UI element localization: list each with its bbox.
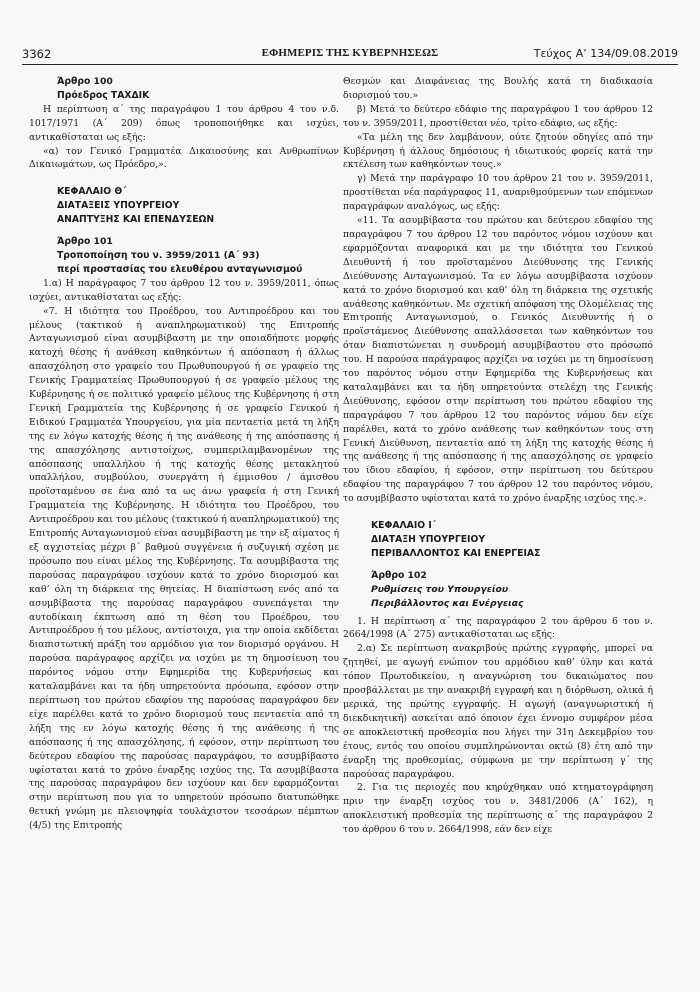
article-102-title-1: Ρυθμίσεις του Υπουργείου xyxy=(371,583,509,595)
article-101-paragraph-7: «7. Η ιδιότητα του Προέδρου, του Αντιπροέδρου και του μέλους (τακτικού ή αναπληρωματικού) της Επιτροπής Ανταγωνισμού είναι ασυμβίβαστη με την οποιαδήποτε μορφής κατοχή θέσης ή ανάθεση καθηκόντων ή απόσπαση ή άλλως απασχόληση στο γραφείο του Πρωθυπουργού ή σε γραφείο της Γενικής Γραμματείας Πρωθυπουργού ή σε γραφείο μέλους της Κυβέρνησης ή σε πολιτικό γραφείο μέλους της Κυβέρνησης ή στη Γενική Γραμματεία της Κυβέρνησης ή σε γραφείο Γενικού ή Ειδικού Γραμματέα Υπουργείου, για μία πενταετία μετά τη λήξη της εν λόγω κατοχής θέσης ή της ανάθεσης ή της απόσπασης ή της απασχόλησης αντιστοίχως, συμπεριλαμβανομένων της απόσπασης υπαλλήλου ή της κατοχής θέσης μετακλητού υπαλλήλου, συμβούλου, συνεργάτη ή έμμισθου / άμισθου προϊσταμένου σε ένα από τα ως άνω γραφεία ή στη Γενική Γραμματεία της Κυβέρνησης. Η ιδιότητα του Προέδρου, του Αντιπροέδρου και του μέλους (τακτικού ή αναπληρωματικού) της Επιτροπής Ανταγωνισμού είναι ασυμβίβαστη με την εξ αίματος ή εξ αγχιστείας μέχρι β΄ βαθμού συγγένεια ή συζυγική σχέση με πρόσωπο που είναι μέλος της Κυβέρνησης. Τα ασυμβίβαστα της παρούσας παραγράφου ισχύουν κατά το χρόνο διορισμού και καθ’ όλη τη διάρκεια της θητείας. Η διαπίστωση ενός από τα ασυμβίβαστα της παρούσας παραγράφου συνεπάγεται την αυτοδίκαιη έκπτωση από τη θέση του Προέδρου, του Αντιπροέδρου ή του μέλους, αντίστοιχα, για την οποία εκδίδεται διαπιστωτική πράξη του αρμόδιου για τον διορισμό οργάνου. Η παρούσα παράγραφος αρχίζει να ισχύει με τη δημοσίευση του παρόντος νόμου στην Εφημερίδα της Κυβερνήσεως και καταλαμβάνει και τα ήδη υπηρετούντα πρόσωπα, εφόσον στην περίπτωση του πρώτου εδαφίου της παρούσας παραγράφου δεν είχε παρέλθει κατά το χρόνο διορισμού τους πενταετία από τη λήξη της εν λόγω κατοχής θέσης ή της ανάθεσης ή της απόσπασης ή της απασχόλησης, ή εφόσον, στην περίπτωση του δεύτερου εδαφίου της παρούσας παραγράφου, το ασυμβίβαστο υφίσταται κατά το χρόνο έναρξης ισχύος της. Τα ασυμβίβαστα της παρούσας παραγράφου δεν ισχύουν και δεν εφαρμόζονται στην περίπτωση που για το υπηρετούν πρόσωπο διατυπώθηκε θετική γνώμη με πλειοψηφία τουλάχιστον τεσσάρων πέμπτων (4/5) της Επιτροπής xyxy=(29,305,339,832)
chapter-iota-line-3: ΠΕΡΙΒΑΛΛΟΝΤΟΣ ΚΑΙ ΕΝΕΡΓΕΙΑΣ xyxy=(371,547,541,559)
article-102-paragraph-2: 2. Για τις περιοχές που κηρύχθηκαν υπό κτηματογράφηση πριν την έναρξη ισχύος του ν. 3481/2006 (Α΄ 162), η αποκλειστική προθεσμία της περίπτωσης α΄ της παραγράφου 2 του άρθρου 6 του ν. 2664/1998, εάν δεν είχε xyxy=(343,782,653,836)
article-100-paragraph: Η περίπτωση α΄ της παραγράφου 1 του άρθρου 4 του ν.δ. 1017/1971 (Α΄ 209) όπως τροποποιήθηκε και ισχύει, αντικαθίσταται ως εξής: xyxy=(29,103,339,143)
paragraph-b: β) Μετά το δεύτερο εδάφιο της παραγράφου 1 του άρθρου 12 του ν. 3959/2011, προστίθεται νέο, τρίτο εδάφιο, ως εξής: xyxy=(343,103,653,129)
issue-info: Τεύχος Α’ 134/09.08.2019 xyxy=(533,47,678,60)
article-100-quote: «α) τον Γενικό Γραμματέα Δικαιοσύνης και Ανθρωπίνων Δικαιωμάτων, ως Πρόεδρο,». xyxy=(29,145,339,171)
article-101-paragraph-1: 1.α) Η παράγραφος 7 του άρθρου 12 του ν. 3959/2011, όπως ισχύει, αντικαθίσταται ως εξής: xyxy=(29,277,339,303)
chapter-theta-heading: ΚΕΦΑΛΑΙΟ Θ΄ xyxy=(57,186,127,198)
article-102-paragraph-1: 1. Η περίπτωση α΄ της παραγράφου 2 του άρθρου 6 του ν. 2664/1998 (Α΄ 275) αντικαθίσταται ως εξής: xyxy=(343,615,653,641)
continued-paragraph: Θεσμών και Διαφάνειας της Βουλής κατά τη διαδικασία διορισμού του.» xyxy=(343,76,653,101)
chapter-theta-line-2: ΔΙΑΤΑΞΕΙΣ ΥΠΟΥΡΓΕΙΟΥ xyxy=(57,200,180,212)
article-102-number: Άρθρο 102 xyxy=(371,569,427,581)
left-column xyxy=(29,75,339,833)
article-101-number: Άρθρο 101 xyxy=(57,236,113,248)
right-column xyxy=(343,75,653,837)
article-102-title-2: Περιβάλλοντος και Ενέργειας xyxy=(371,597,524,609)
chapter-theta-line-3: ΑΝΑΠΤΥΞΗΣ ΚΑΙ ΕΠΕΝΔΥΣΕΩΝ xyxy=(57,214,215,226)
article-100-title: Πρόεδρος ΤΑΧΔΙΚ xyxy=(57,89,150,101)
article-101-title-2: περί προστασίας του ελευθέρου ανταγωνισμού xyxy=(57,263,303,275)
paragraph-11-quote: «11. Τα ασυμβίβαστα του πρώτου και δεύτερου εδαφίου της παραγράφου 7 του άρθρου 12 του παρόντος νόμου ισχύουν και εφαρμόζονται αναφορικά και με την ιδιότητα του Γενικού Διευθυντή ή του προϊσταμένου Διεύθυνσης της Γενικής Διεύθυνσης Ανταγωνισμού. Τα εν λόγω ασυμβίβαστα ισχύουν κατά το χρόνο διορισμού και καθ’ όλη τη διάρκεια της σχετικής ανάθεσης καθηκόντων. Με σχετική απόφαση της Ολομέλειας της Επιτροπής Ανταγωνισμού, ο Γενικός Διευθυντής ή ο προϊστάμενος Διεύθυνσης απαλλάσσεται των καθηκόντων του όταν διαπιστώνεται η συνδρομή ασυμβίβαστου στο πρόσωπό του. Η παρούσα παράγραφος αρχίζει να ισχύει με τη δημοσίευση του παρόντος νόμου στην Εφημερίδα της Κυβερνήσεως και καταλαμβάνει και τα ήδη υπηρετούντα στελέχη της Γενικής Διεύθυνσης, εφόσον στην περίπτωση του πρώτου εδαφίου της παραγράφου 7 του άρθρου 12 του παρόντος νόμου δεν είχε παρέλθει, κατά το χρόνο ανάθεσης των καθηκόντων τους στη Γενική Διεύθυνση, πενταετία από τη λήξη της κατοχής θέσης ή της ανάθεσης ή της απόσπασης ή της απασχόλησης σε γραφείο του ίδιου εδαφίου, ή εφόσον, στην περίπτωση του δεύτερου εδαφίου της παραγράφου 7 του άρθρου 12 του παρόντος νόμου, το ασυμβίβαστο υφίσταται κατά το χρόνο έναρξης ισχύος της.». xyxy=(343,215,653,505)
page-header xyxy=(22,47,678,63)
header-rule xyxy=(22,64,678,65)
page-number: 3362 xyxy=(22,47,52,61)
article-102-case-a: 2.α) Σε περίπτωση ανακριβούς πρώτης εγγραφής, μπορεί να ζητηθεί, με αγωγή ενώπιον του αρμόδιου καθ’ ύλην και κατά τόπον Πρωτοδικείου, η αναγνώριση του δικαιώματος που προσβάλλεται με την ανακριβή εγγραφή και η διόρθωση, ολικά ή μερικά, της πρώτης εγγραφής. Η αγωγή (αναγνωριστική ή διεκδικητική) ασκείται από όποιον έχει έννομο συμφέρον μέσα σε αποκλειστική προθεσμία που λήγει την 31η Δεκεμβρίου του έτους, εντός του οποίου συμπληρώνονται οκτώ (8) έτη από την έναρξη της προθεσμίας, σύμφωνα με την περίπτωση γ΄ της παρούσας παραγράφου. xyxy=(343,643,653,780)
journal-title: ΕΦΗΜΕΡΙΣ ΤΗΣ ΚΥΒΕΡΝΗΣΕΩΣ xyxy=(261,47,439,59)
chapter-iota-line-2: ΔΙΑΤΑΞΗ ΥΠΟΥΡΓΕΙΟΥ xyxy=(371,534,486,545)
article-100-number: Άρθρο 100 xyxy=(57,76,113,87)
chapter-iota-heading: ΚΕΦΑΛΑΙΟ Ι΄ xyxy=(371,520,436,532)
article-101-title-1: Τροποποίηση του ν. 3959/2011 (Α΄ 93) xyxy=(57,249,260,261)
paragraph-b-quote: «Τα μέλη της δεν λαμβάνουν, ούτε ζητούν οδηγίες από την Κυβέρνηση ή άλλους δημόσιους ή ιδιωτικούς φορείς κατά την εκτέλεση των καθηκόντων τους.» xyxy=(343,131,653,171)
paragraph-c: γ) Μετά την παράγραφο 10 του άρθρου 21 του ν. 3959/2011, προστίθεται νέα παράγραφος 11, αναριθμούμενων των επόμενων παραγράφων αναλόγως, ως εξής: xyxy=(343,173,653,213)
